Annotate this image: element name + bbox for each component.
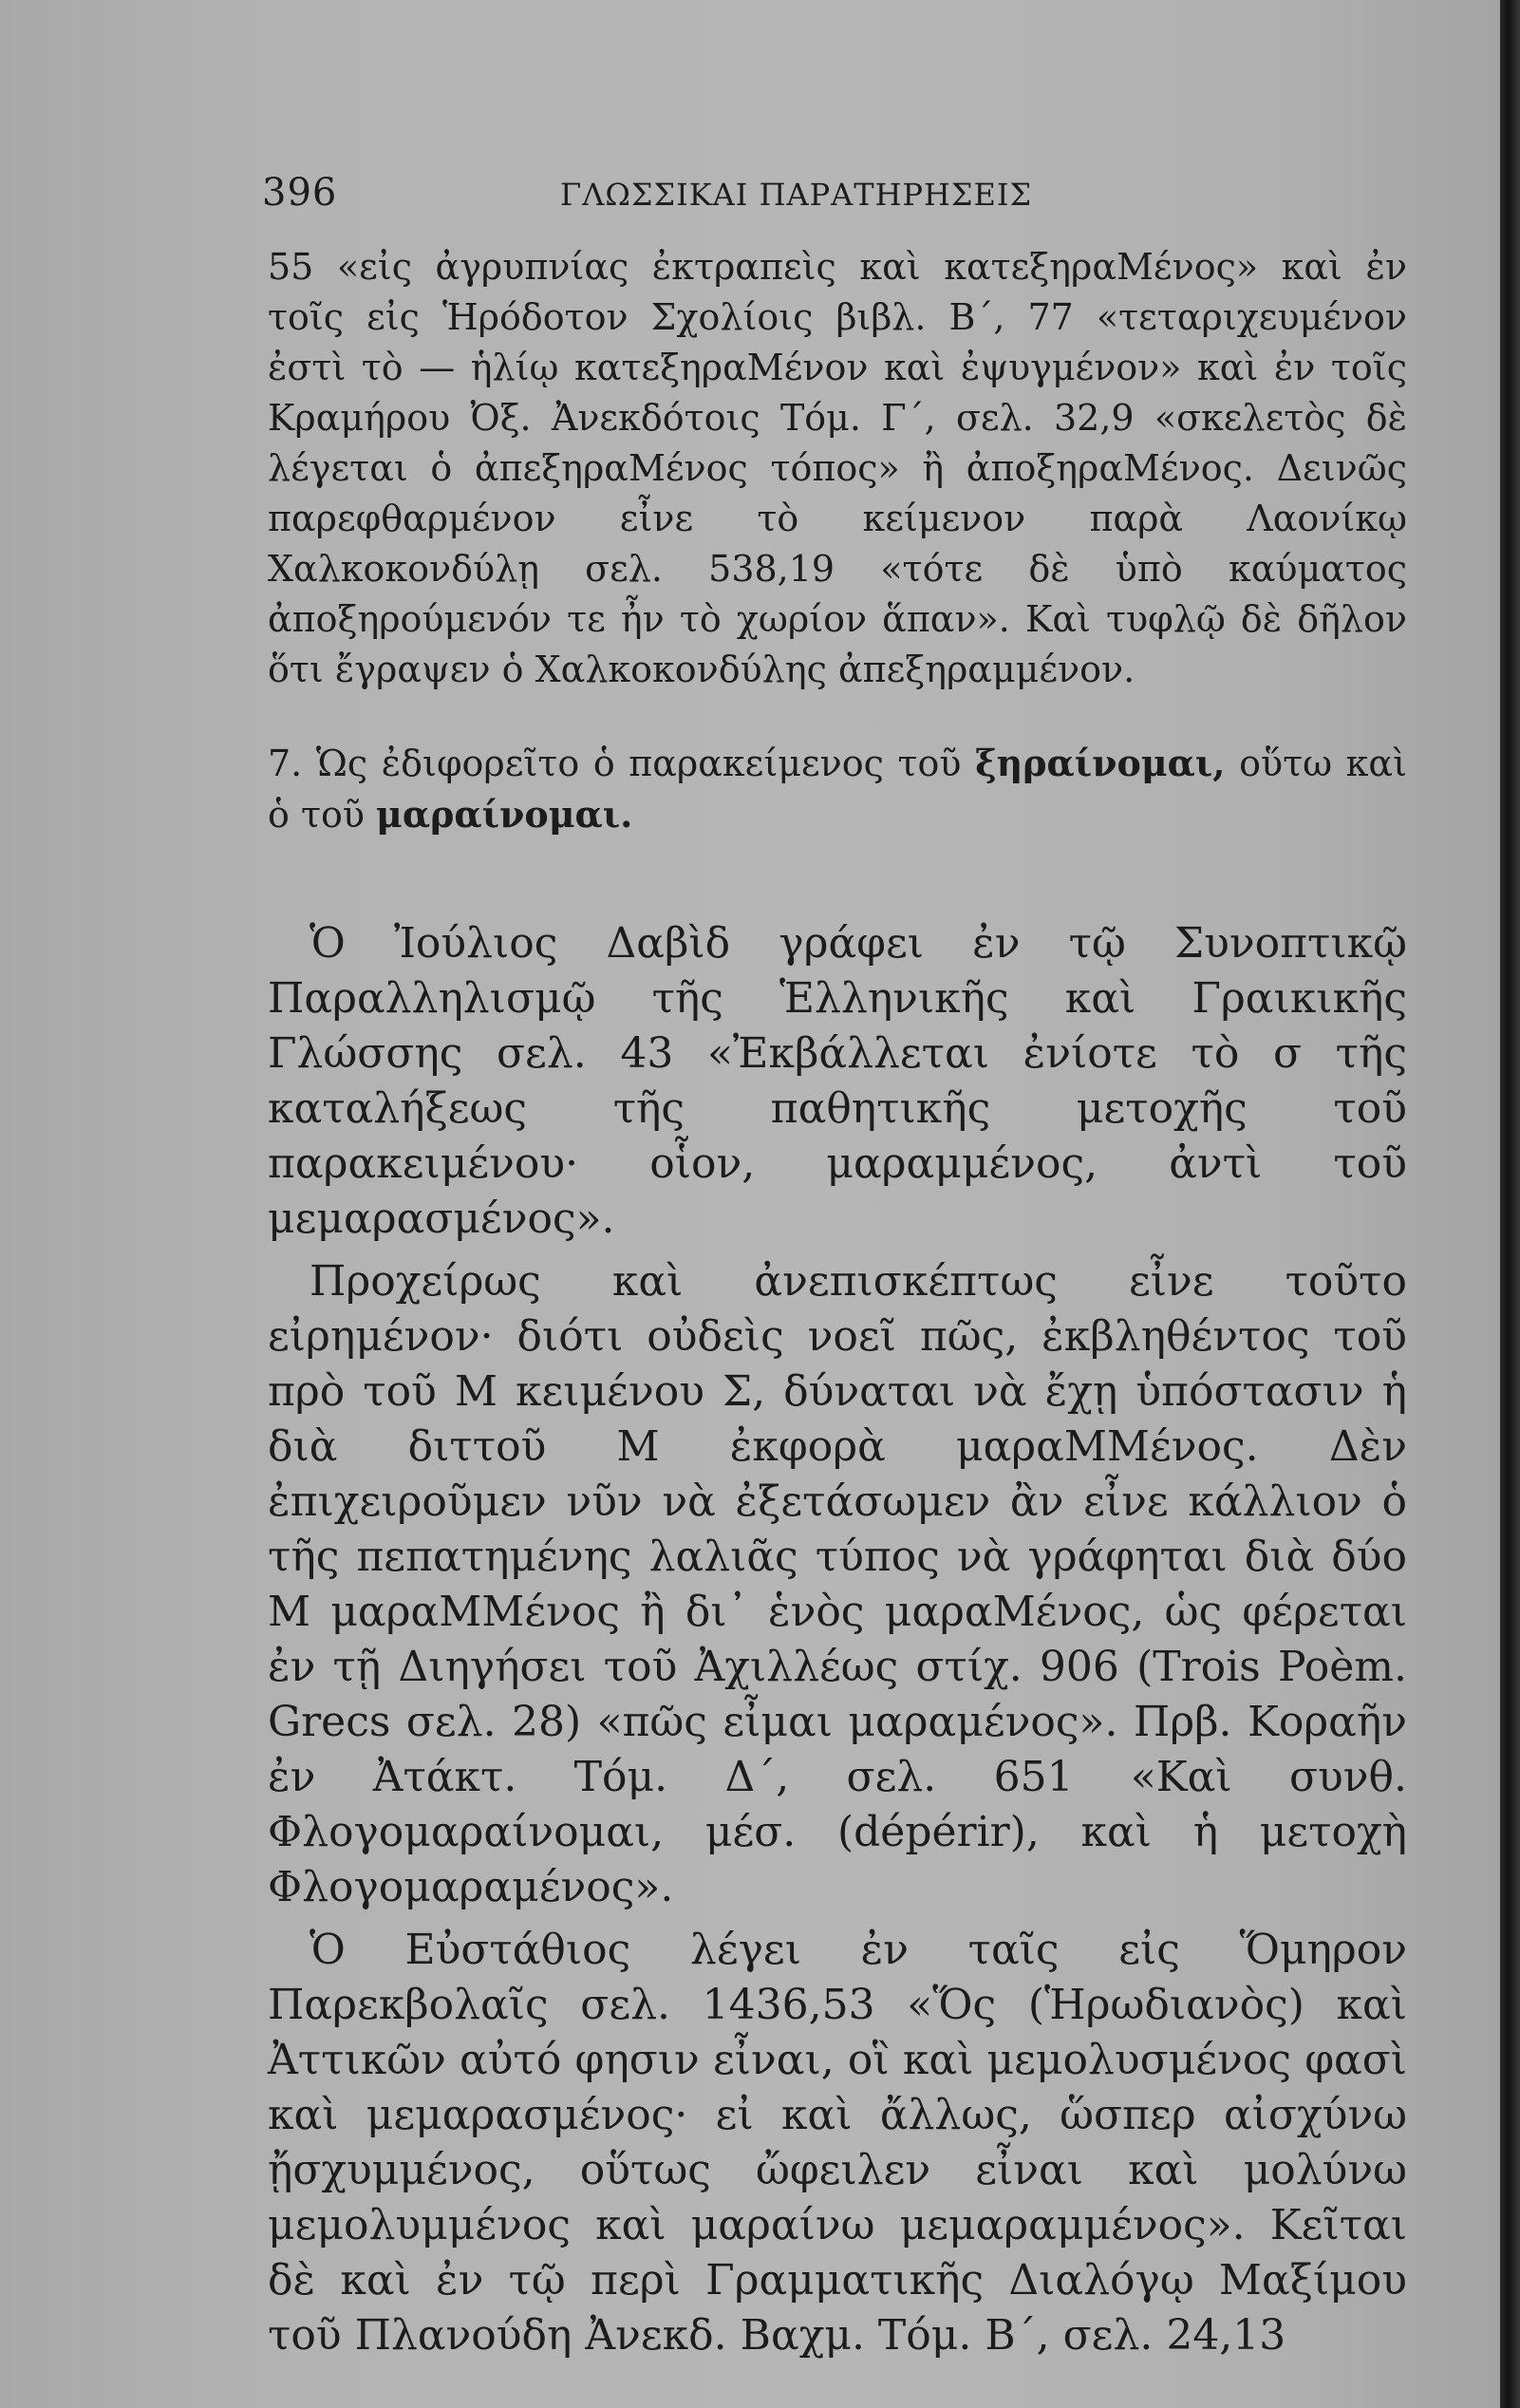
- keyword-xerainomai: ξηραίνομαι,: [975, 742, 1226, 784]
- body-paragraph-3: Ὁ Εὐστάθιος λέγει ἐν ταῖς εἰς Ὅμηρον Παρεκβολαῖς σελ. 1436,53 «Ὅς (Ἡρωδιανὸς) καὶ Ἀττικῶν αὐτό φησιν εἶναι, οἳ καὶ μεμολυσμένος φασὶ καὶ μεμαρασμένος· εἰ καὶ ἄλλως, ὥσπερ αἰσχύνω ᾔσχυμμένος, οὕτως ὤφειλεν εἶναι καὶ μολύνω μεμολυμμένος καὶ μαραίνω μεμαραμμένος». Κεῖται δὲ καὶ ἐν τῷ περὶ Γραμματικῆς Διαλόγῳ Μαξίμου τοῦ Πλανούδη Ἀνεκδ. Βαχμ. Τόμ. Β΄, σελ. 24,13: [268, 1926, 1407, 2360]
- body-section: [268, 916, 1407, 2363]
- running-head: [0, 171, 1500, 228]
- section-7-heading: [268, 738, 1407, 840]
- section-middle: οὕτω καὶ ὁ τοῦ: [268, 743, 1407, 836]
- keyword-marainomai: μαραίνομαι.: [376, 793, 633, 836]
- page-number: 396: [262, 171, 338, 215]
- body-paragraph-2: Προχείρως καὶ ἀνεπισκέπτως εἶνε τοῦτο εἰρημένον· διότι οὐδεὶς νοεῖ πῶς, ἐκβληθέντος τοῦ πρὸ τοῦ Μ κειμένου Σ, δύναται νὰ ἔχῃ ὑπόστασιν ἡ διὰ διττοῦ Μ ἐκφορὰ μαραΜΜένος. Δὲν ἐπιχειροῦμεν νῦν νὰ ἐξετάσωμεν ἂν εἶνε κάλλιον ὁ τῆς πεπατημένης λαλιᾶς τύπος νὰ γράφηται διὰ δύο Μ μαραΜΜένος ἢ δι᾽ ἑνὸς μαραΜένος, ὡς φέρεται ἐν τῇ Διηγήσει τοῦ Ἀχιλλέως στίχ. 906 (Trois Poèm. Grecs σελ. 28) «πῶς εἶμαι μαραμένος». Πρβ. Κοραῆν ἐν Ἀτάκτ. Τόμ. Δ΄, σελ. 651 «Καὶ συνθ. Φλογομαραίνομαι, μέσ. (dépérir), καὶ ἡ μετοχὴ Φλογομαραμένος».: [268, 1257, 1407, 1911]
- book-spine-edge: [1500, 0, 1520, 2408]
- text-block: [268, 242, 1407, 2363]
- header-title: ΓΛΩΣΣΙΚΑΙ ΠΑΡΑΤΗΡΗΣΕΙΣ: [560, 177, 1033, 213]
- notes-section: [268, 242, 1407, 840]
- body-paragraph-1: Ὁ Ἰούλιος Δαβὶδ γράφει ἐν τῷ Συνοπτικῷ Παραλληλισμῷ τῆς Ἑλληνικῆς καὶ Γραικικῆς Γλώσσης σελ. 43 «Ἐκβάλλεται ἐνίοτε τὸ σ τῆς καταλήξεως τῆς παθητικῆς μετοχῆς τοῦ παρακειμένου· οἷον, μαραμμένος, ἀντὶ τοῦ μεμαρασμένος».: [268, 919, 1407, 1243]
- section-intro: 7. Ὡς ἐδιφορεῖτο ὁ παρακείμενος τοῦ: [268, 743, 962, 784]
- notes-paragraph: 55 «εἰς ἀγρυπνίας ἐκτραπεὶς καὶ κατεξηραΜένος» καὶ ἐν τοῖς εἰς Ἡρόδοτον Σχολίοις βιβλ. Β΄, 77 «τεταριχευμένον ἐστὶ τὸ — ἡλίῳ κατεξηραΜένον καὶ ἐψυγμένον» καὶ ἐν τοῖς Κραμήρου Ὀξ. Ἀνεκδότοις Τόμ. Γ΄, σελ. 32,9 «σκελετὸς δὲ λέγεται ὁ ἀπεξηραΜένος τόπος» ἢ ἀποξηραΜένος. Δεινῶς παρεφθαρμένον εἶνε τὸ κείμενον παρὰ Λαονίκῳ Χαλκοκονδύλῃ σελ. 538,19 «τότε δὲ ὑπὸ καύματος ἀποξηρούμενόν τε ἦν τὸ χωρίον ἅπαν». Καὶ τυφλῷ δὲ δῆλον ὅτι ἔγραψεν ὁ Χαλκοκονδύλης ἀπεξηραμμένον.: [268, 246, 1407, 690]
